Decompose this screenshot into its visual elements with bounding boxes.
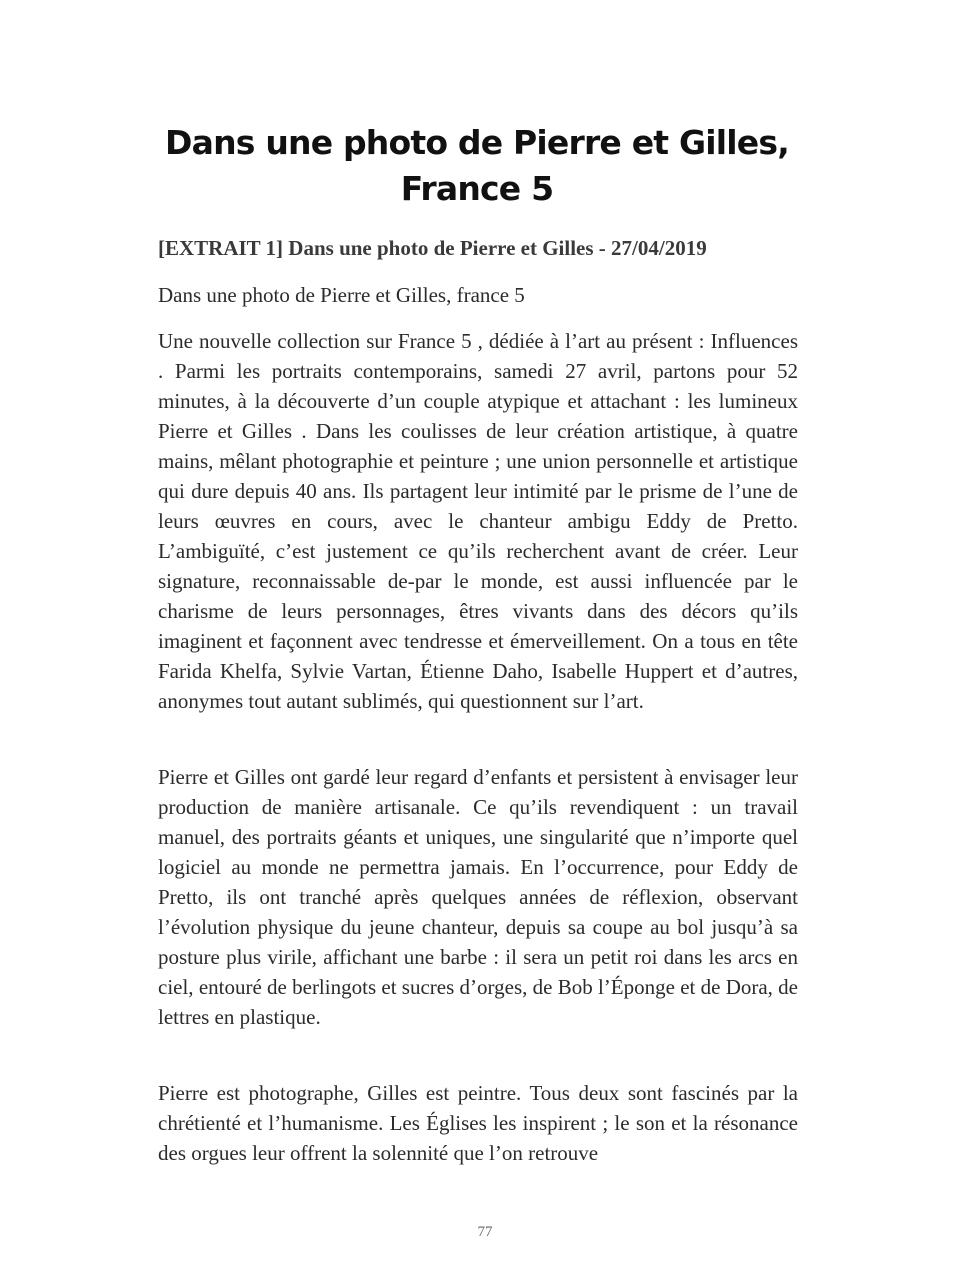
intro-line: Dans une photo de Pierre et Gilles, france 5	[158, 283, 525, 307]
paragraph-1: Une nouvelle collection sur France 5 , dédiée à l’art au présent : Influences . Parmi les portraits contemporains, samedi 27 avril, partons pour 52 minutes, à la découverte d’un couple atypique et attachant : les lumineux Pierre et Gilles . Dans les coulisses de leur création artistique, à quatre mains, mêlant photographie et peinture ; une union personnelle et artistique qui dure depuis 40 ans. Ils partagent leur intimité par le prisme de l’une de leurs œuvres en cours, avec le chanteur ambigu Eddy de Pretto. L’ambiguïté, c’est justement ce qu’ils recherchent avant de créer. Leur signature, reconnaissable de-par le monde, est aussi influencée par le charisme de leurs personnages, êtres vivants dans des décors qu’ils imaginent et façonnent avec tendresse et émerveillement. On a tous en tête Farida Khelfa, Sylvie Vartan, Étienne Daho, Isabelle Huppert et d’autres, anonymes tout autant sublimés, qui questionnent sur l’art.	[158, 329, 798, 713]
page-number: 77	[477, 1224, 493, 1240]
paragraph-3: Pierre est photographe, Gilles est peintre. Tous deux sont fascinés par la chrétienté et l’humanisme. Les Églises les inspirent ; le son et la résonance des orgues leur offrent la solennité que l’on retrouve	[158, 1081, 798, 1165]
paragraph-2: Pierre et Gilles ont gardé leur regard d’enfants et persistent à envisager leur production de manière artisanale. Ce qu’ils revendiquent : un travail manuel, des portraits géants et uniques, une singularité que n’importe quel logiciel au monde ne permettra jamais. En l’occurrence, pour Eddy de Pretto, ils ont tranché après quelques années de réflexion, observant l’évolution physique du jeune chanteur, depuis sa coupe au bol jusqu’à sa posture plus virile, affichant une barbe : il sera un petit roi dans les arcs en ciel, entouré de berlingots et sucres d’orges, de Bob l’Éponge et de Dora, de lettres en plastique.	[158, 765, 798, 1029]
extract-heading: [EXTRAIT 1] Dans une photo de Pierre et Gilles - 27/04/2019	[158, 236, 707, 260]
page-title: Dans une photo de Pierre et Gilles, France 5	[165, 123, 789, 208]
